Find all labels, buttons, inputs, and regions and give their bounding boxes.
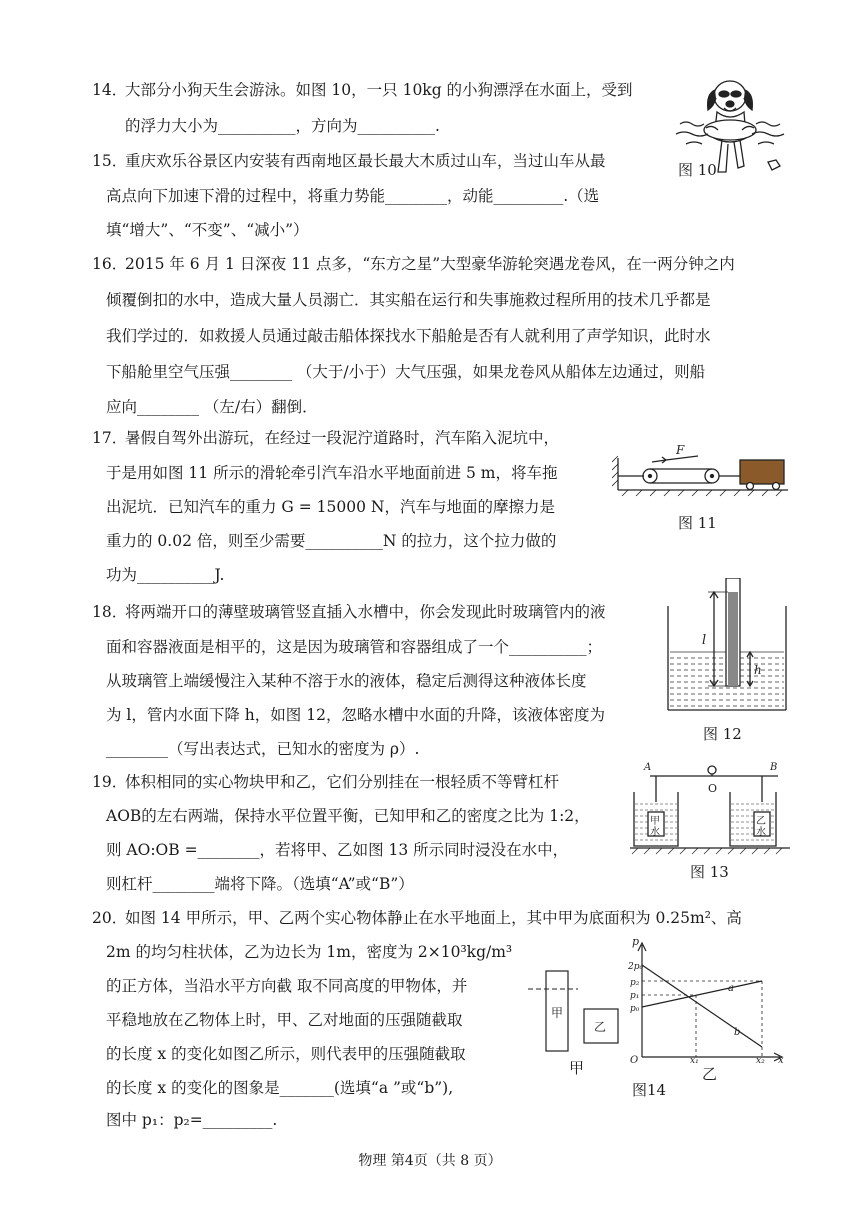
- question-text: 高点向下加速下滑的过程中，将重力势能________，动能_________.（选: [106, 187, 600, 205]
- question-text: 体积相同的实心物块甲和乙，它们分别挂在一根轻质不等臂杠杆: [125, 773, 560, 791]
- figure-11-pulley-diagram: [612, 440, 790, 502]
- question-text: 暑假自驾外出游玩，在经过一段泥泞道路时，汽车陷入泥坑中，: [125, 429, 560, 447]
- tick-2p0: 2p₀: [628, 962, 644, 972]
- question-text: 的正方体，当沿水平方向截 取不同高度的甲物体，并: [106, 977, 468, 995]
- question-number: 19．: [92, 773, 128, 791]
- figure-caption: 图 13: [690, 863, 729, 881]
- question-text: 则 AO:OB =________，若将甲、乙如图 13 所示同时浸没在水中，: [106, 841, 569, 859]
- water-label: 水: [650, 827, 660, 838]
- figure-caption: 图 10: [678, 161, 717, 179]
- question-text: 为 l，管内水面下降 h，如图 12，忽略水槽中水面的升降，该液体密度为: [106, 706, 605, 724]
- question-text: 图中 p₁：p₂=_________.: [106, 1111, 278, 1129]
- line-a: [642, 981, 762, 1007]
- question-text: 的浮力大小为__________，方向为__________.: [125, 117, 440, 135]
- question-number: 15．: [92, 152, 128, 170]
- block-yi-label: 乙: [594, 1020, 607, 1034]
- block-jia-label: 甲: [650, 816, 660, 827]
- point-a-label: A: [644, 762, 652, 773]
- force-label: F: [676, 443, 685, 457]
- question-text: 应向________ （左/右）翻倒．: [106, 398, 318, 416]
- question-text: 重力的 0.02 倍，则至少需要__________N 的拉力，这个拉力做的: [106, 532, 557, 550]
- axis-p-label: p: [632, 935, 640, 948]
- question-text: 则杠杆________端将下降。（选填“A”或“B”）: [106, 875, 414, 893]
- question-text: ________（写出表达式，已知水的密度为 ρ）.: [106, 740, 420, 758]
- line-b: [642, 965, 762, 1047]
- point-b-label: B: [770, 762, 778, 773]
- figure-13-lever-diagram: [630, 758, 790, 858]
- question-number: 14．: [92, 81, 128, 99]
- question-text: 填“增大”、“不变”、“减小”）: [106, 221, 309, 239]
- question-text: 将两端开口的薄壁玻璃管竖直插入水槽中，你会发现此时玻璃管内的液: [125, 603, 606, 621]
- figure-14-blocks: [528, 965, 624, 1057]
- figure-sublabel: 乙: [702, 1065, 718, 1083]
- water-label: 水: [756, 827, 766, 838]
- page-footer: 物理 第4页（共 8 页）: [358, 1153, 502, 1169]
- question-number: 17．: [92, 429, 128, 447]
- figure-caption: 图 11: [678, 514, 717, 532]
- question-text: 面和容器液面是相平的，这是因为玻璃管和容器组成了一个__________；: [106, 638, 603, 656]
- question-text: 于是用如图 11 所示的滑轮牵引汽车沿水平地面前进 5 m，将车拖: [106, 464, 558, 482]
- question-text: 倾覆倒扣的水中，造成大量人员溺亡．其实船在运行和失事施救过程所用的技术几乎都是: [106, 291, 711, 309]
- axis-x-label: x: [778, 1055, 784, 1065]
- length-label: l: [702, 633, 707, 648]
- question-text: 下船舱里空气压强________ （大于/小于）大气压强，如果龙卷风从船体左边通过，则船: [106, 363, 706, 381]
- question-number: 20．: [92, 909, 128, 927]
- tick-p1: p₁: [630, 991, 640, 1001]
- block-jia-label: 甲: [551, 1006, 564, 1020]
- question-text: 大部分小狗天生会游泳。如图 10，一只 10kg 的小狗漂浮在水面上，受到: [125, 81, 633, 99]
- line-b-label: b: [734, 1027, 741, 1038]
- tick-x1: x₁: [690, 1056, 699, 1065]
- tick-x2: x₂: [756, 1056, 765, 1065]
- point-o-label: O: [708, 782, 718, 795]
- question-text: 重庆欢乐谷景区内安装有西南地区最长最大木质过山车，当过山车从最: [125, 152, 606, 170]
- figure-14-graph: [628, 935, 788, 1065]
- tick-p2: p₂: [630, 978, 640, 988]
- origin-label: O: [630, 1055, 639, 1065]
- figure-caption: 图 12: [703, 725, 742, 743]
- figure-12-tube-diagram: [662, 578, 790, 720]
- question-number: 18．: [92, 603, 128, 621]
- question-number: 16．: [92, 255, 128, 273]
- question-text: 平稳地放在乙物体上时，甲、乙对地面的压强随截取: [106, 1011, 463, 1029]
- question-text: 功为__________J.: [106, 566, 225, 584]
- question-text: 的长度 x 的变化的图象是_______(选填“a ”或“b”),: [106, 1079, 454, 1097]
- figure-sublabel: 甲: [569, 1059, 585, 1077]
- question-text: 如图 14 甲所示，甲、乙两个实心物体静止在水平地面上，其中甲为底面积为 0.25m²、高: [125, 909, 742, 927]
- question-text: AOB的左右两端，保持水平位置平衡，已知甲和乙的密度之比为 1:2，: [106, 807, 590, 825]
- block-yi-label: 乙: [756, 816, 766, 827]
- figure-caption: 图14: [632, 1081, 667, 1099]
- tick-p0: p₀: [630, 1004, 640, 1014]
- question-text: 从玻璃管上端缓慢注入某种不溶于水的液体，稳定后测得这种液体长度: [106, 672, 587, 690]
- line-a-label: a: [728, 983, 734, 994]
- question-text: 出泥坑．已知汽车的重力 G = 15000 N，汽车与地面的摩擦力是: [106, 498, 555, 516]
- question-text: 我们学过的．如救援人员通过敲击船体探找水下船舱是否有人就利用了声学知识，此时水: [106, 327, 711, 345]
- height-label: h: [754, 663, 762, 677]
- question-text: 的长度 x 的变化如图乙所示，则代表甲的压强随截取: [106, 1045, 466, 1063]
- question-text: 2m 的均匀柱状体，乙为边长为 1m，密度为 2×10³kg/m³: [106, 943, 513, 961]
- question-text: 2015 年 6 月 1 日深夜 11 点多，“东方之星”大型豪华游轮突遇龙卷风，在一两分钟之内: [125, 255, 735, 273]
